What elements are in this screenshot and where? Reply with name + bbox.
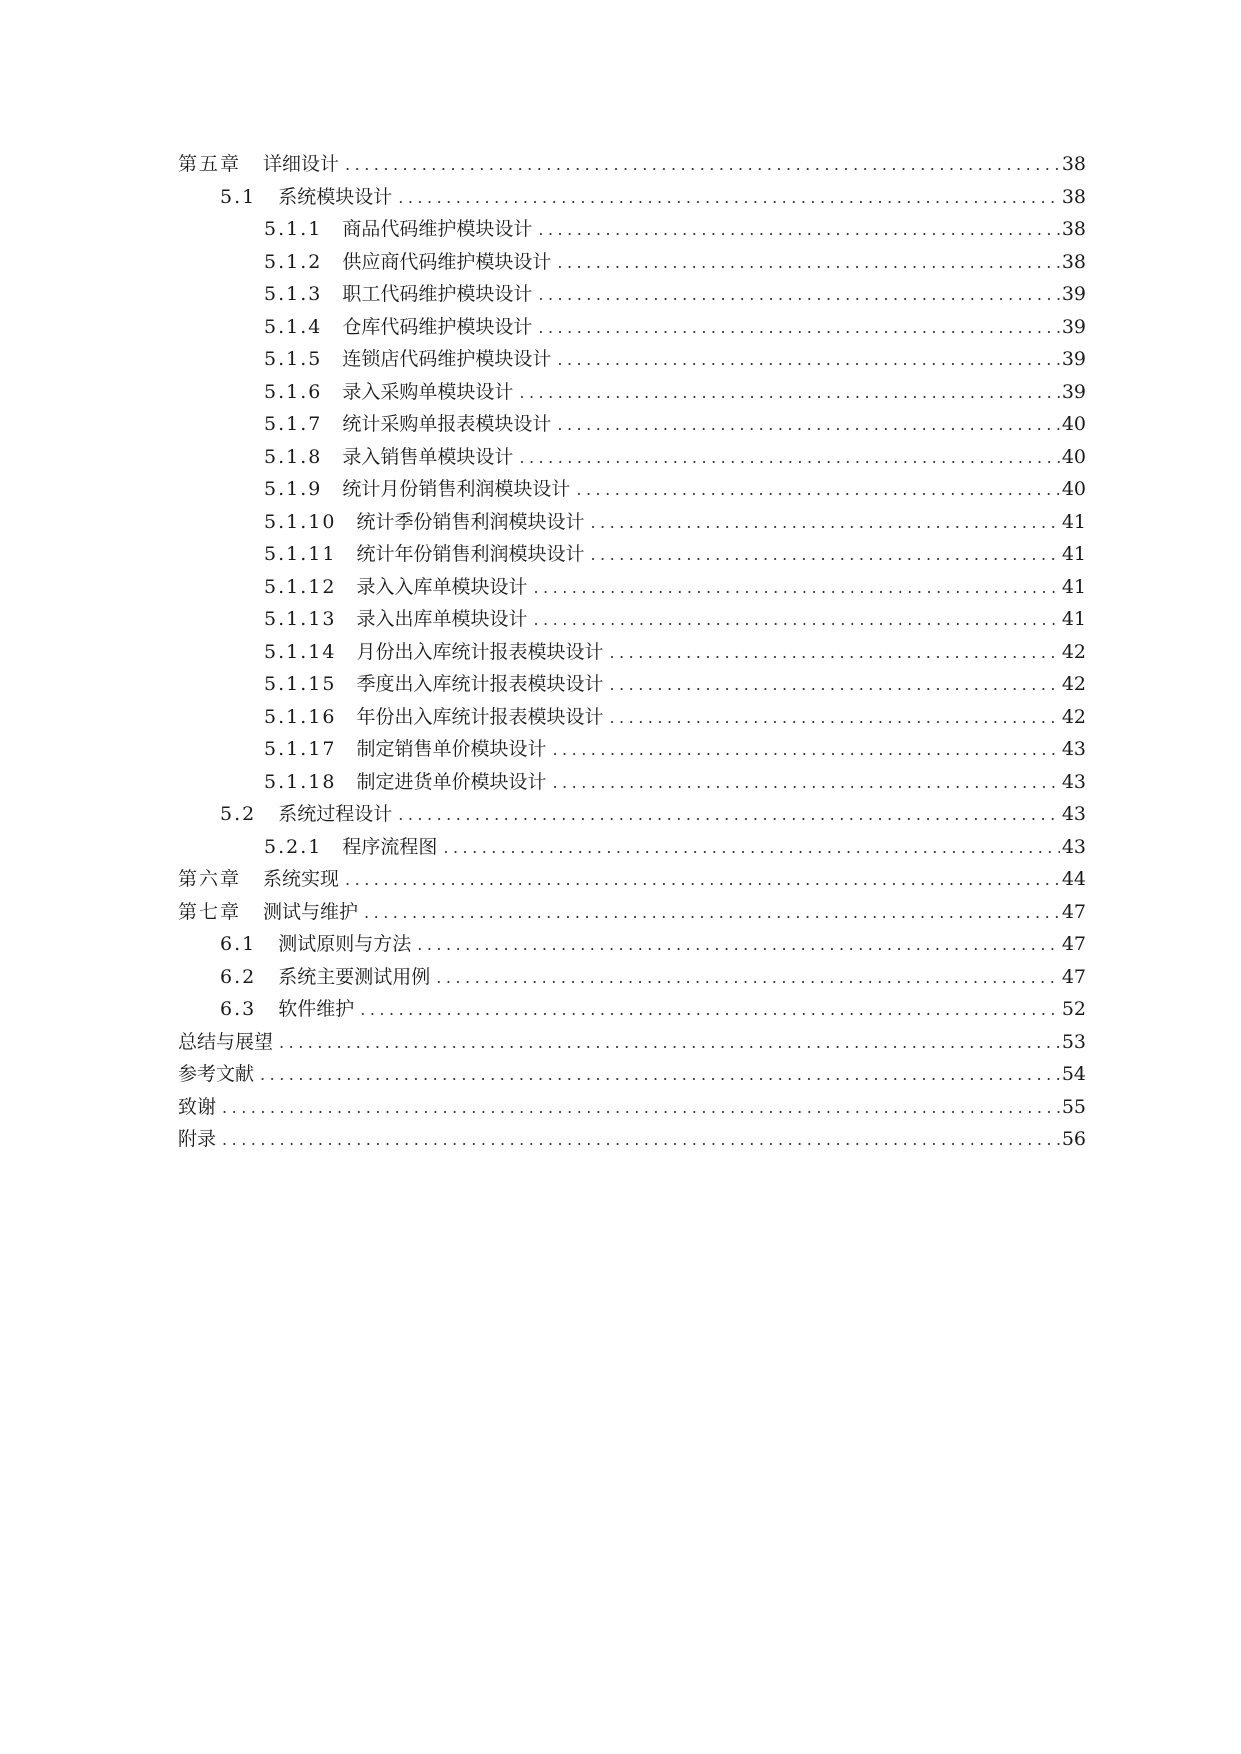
toc-entry-page-number: 39 [1061,315,1086,338]
dot-leader [557,409,1059,442]
dot-leader [519,377,1059,410]
toc-entry[interactable] [178,701,1086,734]
toc-entry[interactable] [178,1026,1086,1059]
toc-entry[interactable] [178,668,1086,701]
toc-entry[interactable] [178,928,1086,961]
toc-entry[interactable] [178,1091,1086,1124]
toc-entry-page-number: 43 [1061,770,1086,793]
toc-entry-number: 5.1.18 [264,770,337,793]
dot-leader [398,182,1060,215]
dot-leader [557,344,1059,377]
dot-leader [533,572,1059,605]
toc-entry-number: 5.1.14 [264,640,337,663]
dot-leader [609,702,1059,735]
toc-entry[interactable] [178,408,1086,441]
toc-entry-number: 第五章 [178,153,242,175]
toc-entry[interactable] [178,733,1086,766]
toc-entry-title: 系统主要测试用例 [278,965,431,988]
toc-entry-title: 录入销售单模块设计 [342,445,514,468]
toc-entry-number: 5.1.12 [264,575,337,598]
toc-entry[interactable] [178,863,1086,896]
toc-entry-page-number: 41 [1061,543,1086,565]
toc-entry[interactable] [178,538,1086,571]
toc-entry-page-number: 39 [1061,283,1086,305]
toc-entry-page-number: 38 [1061,185,1086,208]
toc-entry-title: 统计采购单报表模块设计 [342,413,552,435]
toc-entry-title: 统计季份销售利润模块设计 [356,510,585,533]
toc-entry-number: 5.1.17 [264,738,337,760]
toc-entry-page-number: 47 [1061,933,1086,955]
toc-entry-page-number: 43 [1061,835,1086,858]
toc-entry-page-number: 43 [1061,738,1086,760]
toc-entry-page-number: 44 [1061,868,1086,890]
toc-entry-title: 软件维护 [278,998,355,1020]
toc-entry-title: 录入采购单模块设计 [342,380,514,403]
toc-entry-title: 详细设计 [263,153,340,175]
toc-entry-page-number: 41 [1061,575,1086,598]
dot-leader [260,1059,1060,1092]
toc-entry-title: 统计月份销售利润模块设计 [342,478,571,500]
toc-entry-number: 5.1.10 [264,510,337,533]
toc-entry-title: 仓库代码维护模块设计 [342,315,533,338]
dot-leader [609,637,1059,670]
dot-leader [443,832,1059,865]
toc-entry-page-number: 38 [1061,250,1086,273]
toc-entry-page-number: 41 [1061,510,1086,533]
toc-entry-title: 致谢 [178,1095,217,1118]
dot-leader [552,734,1059,767]
toc-entry[interactable] [178,993,1086,1026]
toc-entry-title: 参考文献 [178,1063,255,1085]
toc-entry-page-number: 41 [1061,608,1086,630]
toc-entry-title: 系统过程设计 [278,803,393,825]
toc-entry-number: 5.1.3 [264,283,323,305]
dot-leader [345,149,1060,182]
toc-entry[interactable] [178,181,1086,214]
toc-entry-title: 程序流程图 [342,835,438,858]
table-of-contents [178,148,1086,1156]
dot-leader [222,1092,1060,1125]
toc-entry-page-number: 47 [1061,965,1086,988]
dot-leader [538,214,1059,247]
toc-entry-number: 5.1.5 [264,348,323,370]
toc-entry[interactable] [178,278,1086,311]
dot-leader [552,767,1059,800]
dot-leader [533,604,1059,637]
dot-leader [364,897,1060,930]
toc-entry[interactable] [178,1058,1086,1091]
dot-leader [222,1124,1060,1157]
toc-entry[interactable] [178,441,1086,474]
dot-leader [576,474,1059,507]
toc-entry[interactable] [178,311,1086,344]
toc-entry-page-number: 47 [1061,900,1086,923]
toc-entry-title: 供应商代码维护模块设计 [342,250,552,273]
toc-entry-page-number: 39 [1061,348,1086,370]
toc-entry-page-number: 40 [1061,445,1086,468]
toc-entry-number: 5.1 [220,185,257,208]
dot-leader [538,312,1059,345]
toc-entry-number: 5.1.4 [264,315,323,338]
toc-entry[interactable] [178,506,1086,539]
toc-entry-page-number: 40 [1061,413,1086,435]
toc-entry-page-number: 55 [1061,1095,1086,1118]
toc-entry-page-number: 52 [1061,998,1086,1020]
toc-entry-page-number: 56 [1061,1128,1086,1150]
toc-entry-page-number: 53 [1061,1030,1086,1053]
toc-entry[interactable] [178,896,1086,929]
toc-entry[interactable] [178,1123,1086,1156]
dot-leader [436,962,1060,995]
toc-entry-page-number: 42 [1061,673,1086,695]
toc-entry-page-number: 43 [1061,803,1086,825]
toc-entry[interactable] [178,831,1086,864]
toc-entry-title: 总结与展望 [178,1030,274,1053]
toc-entry-title: 测试与维护 [263,900,359,923]
toc-entry-page-number: 38 [1061,218,1086,240]
dot-leader [398,799,1060,832]
toc-entry-title: 系统实现 [263,868,340,890]
toc-entry-number: 5.1.13 [264,608,337,630]
toc-entry-number: 5.1.16 [264,705,337,728]
toc-entry-number: 第六章 [178,868,242,890]
toc-entry-number: 5.1.6 [264,380,323,403]
toc-entry[interactable] [178,473,1086,506]
toc-entry-page-number: 42 [1061,640,1086,663]
toc-entry-page-number: 38 [1061,153,1086,175]
toc-entry-page-number: 54 [1061,1063,1086,1085]
toc-entry[interactable] [178,343,1086,376]
dot-leader [590,507,1059,540]
toc-entry-page-number: 42 [1061,705,1086,728]
toc-entry[interactable] [178,766,1086,799]
toc-entry[interactable] [178,376,1086,409]
toc-entry-title: 系统模块设计 [278,185,393,208]
dot-leader [538,279,1059,312]
toc-entry-number: 6.3 [220,998,257,1020]
toc-entry[interactable] [178,246,1086,279]
toc-entry-title: 月份出入库统计报表模块设计 [356,640,604,663]
toc-entry-number: 6.1 [220,933,257,955]
toc-entry-title: 年份出入库统计报表模块设计 [356,705,604,728]
toc-entry-number: 5.1.15 [264,673,337,695]
toc-entry-number: 5.1.9 [264,478,323,500]
toc-entry-title: 录入出库单模块设计 [356,608,528,630]
toc-entry-number: 第七章 [178,900,242,923]
toc-entry-number: 6.2 [220,965,257,988]
toc-entry-number: 5.2 [220,803,257,825]
dot-leader [519,442,1059,475]
toc-entry-title: 测试原则与方法 [278,933,412,955]
toc-entry[interactable] [178,961,1086,994]
toc-entry-title: 连锁店代码维护模块设计 [342,348,552,370]
toc-entry-number: 5.1.11 [264,543,337,565]
toc-entry[interactable] [178,148,1086,181]
toc-entry[interactable] [178,798,1086,831]
toc-entry-number: 5.1.2 [264,250,323,273]
toc-entry-number: 5.1.1 [264,218,323,240]
toc-entry-page-number: 39 [1061,380,1086,403]
dot-leader [279,1027,1060,1060]
toc-entry-title: 录入入库单模块设计 [356,575,528,598]
toc-entry-title: 统计年份销售利润模块设计 [356,543,585,565]
toc-entry-number: 5.1.7 [264,413,323,435]
dot-leader [360,994,1060,1027]
toc-entry-title: 制定进货单价模块设计 [356,770,547,793]
toc-entry[interactable] [178,213,1086,246]
toc-entry-number: 5.2.1 [264,835,323,858]
toc-entry[interactable] [178,603,1086,636]
toc-entry-title: 季度出入库统计报表模块设计 [356,673,604,695]
toc-entry-page-number: 40 [1061,478,1086,500]
toc-entry-title: 制定销售单价模块设计 [356,738,547,760]
dot-leader [417,929,1060,962]
toc-entry[interactable] [178,636,1086,669]
dot-leader [590,539,1059,572]
toc-entry-title: 附录 [178,1128,217,1150]
toc-entry-title: 职工代码维护模块设计 [342,283,533,305]
dot-leader [609,669,1059,702]
toc-entry-title: 商品代码维护模块设计 [342,218,533,240]
toc-entry[interactable] [178,571,1086,604]
dot-leader [557,247,1059,280]
dot-leader [345,864,1060,897]
toc-entry-number: 5.1.8 [264,445,323,468]
